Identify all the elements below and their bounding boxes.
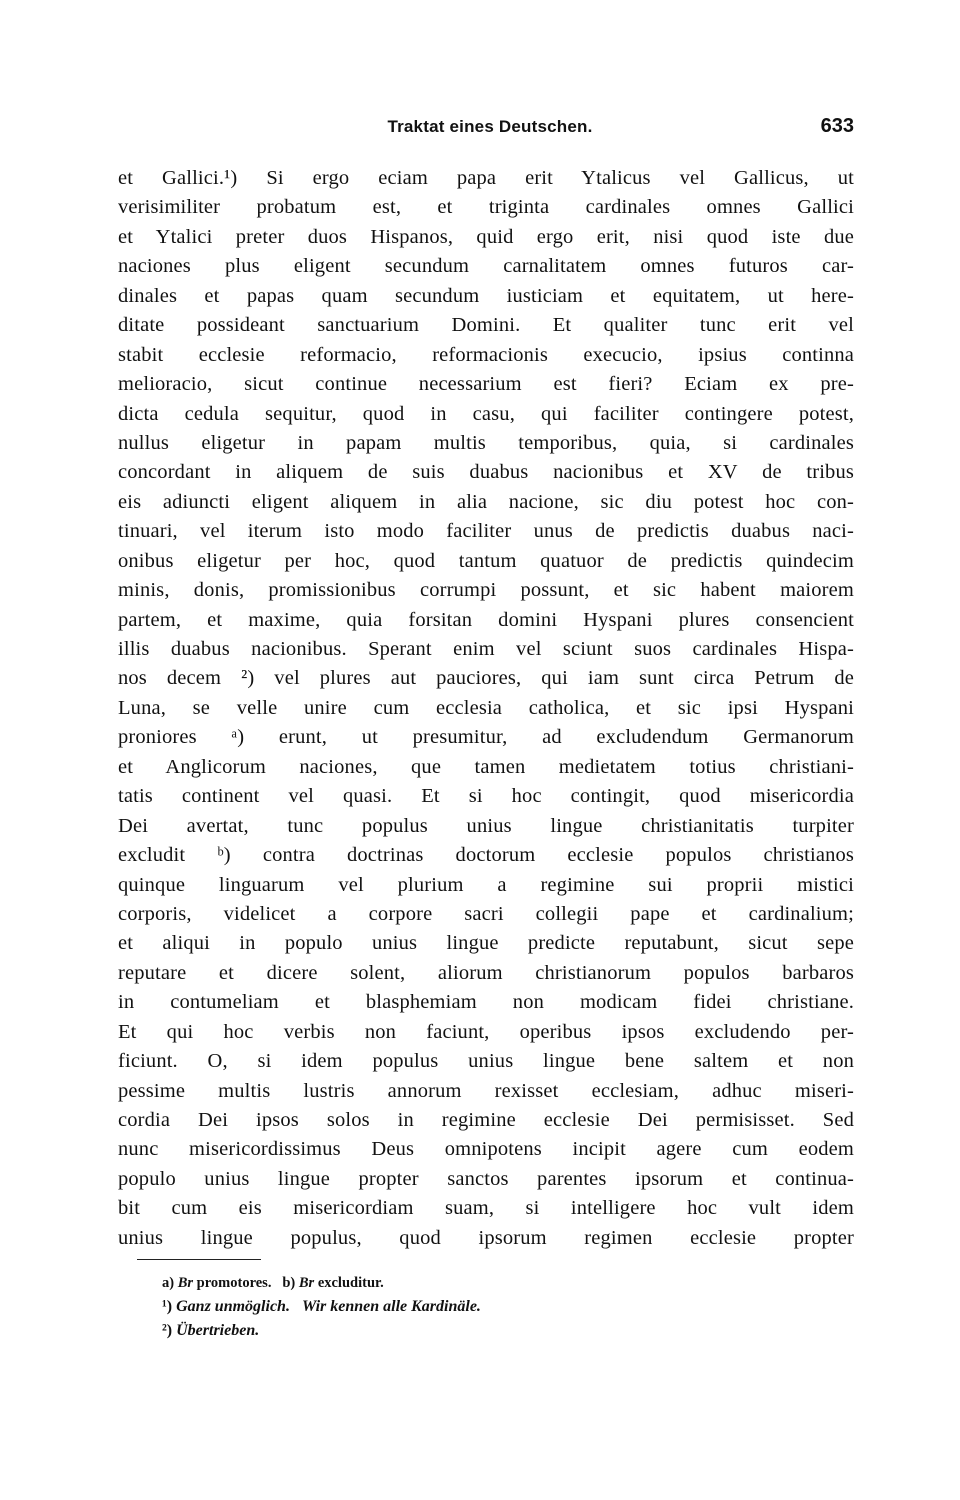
body-line: et aliqui in populo unius lingue predicte reputabunt, sicut sepe [118, 932, 854, 955]
body-line: et Ytalici preter duos Hispanos, quid ergo erit, nisi quod iste due [118, 225, 854, 248]
body-line: partem, et maxime, quia forsitan domini Hyspani plures consencient [118, 608, 854, 631]
variant-reading: promotores. [196, 1275, 272, 1291]
body-line: tinuari, vel iterum isto modo faciliter unus de predictis duabus naci- [118, 520, 854, 543]
body-line: quinque linguarum vel plurium a regimine sui proprii mistici [118, 873, 854, 896]
body-line: reputare et dicere solent, aliorum christianorum populos barbaros [118, 961, 854, 984]
body-line: nullus eligetur in papam multis temporibus, quia, si cardinales [118, 431, 854, 454]
body-line: Luna, se velle unire cum ecclesia catholica, et sic ipsi Hyspani [118, 696, 854, 719]
footnote-mark-b: b) [282, 1275, 296, 1291]
body-text [118, 164, 854, 1253]
body-line: melioracio, sicut continue necessarium est fieri? Eciam ex pre- [118, 373, 854, 396]
body-line: verisimiliter probatum est, et triginta cardinales omnes Gallici [118, 196, 854, 219]
body-line: naciones plus eligent secundum carnalitatem omnes futuros car- [118, 255, 854, 278]
footnote-text: Wir kennen alle Kardinäle. [301, 1298, 481, 1315]
footnote-text: Übertrieben. [176, 1322, 260, 1339]
body-line: eis adiuncti eligent aliquem in alia nacione, sic diu potest hoc con- [118, 490, 854, 513]
body-line: stabit ecclesie reformacio, reformacionis execucio, ipsius continna [118, 343, 854, 366]
manuscript-siglum: Br [298, 1275, 315, 1291]
footnote-text: Ganz unmöglich. [176, 1298, 290, 1315]
variant-reading: excluditur. [317, 1275, 384, 1291]
body-line: minis, donis, promissionibus corrumpi possunt, et sic habent maiorem [118, 579, 854, 602]
critical-apparatus-line [162, 1271, 802, 1295]
body-line: et Anglicorum naciones, que tamen medietatem totius christiani- [118, 755, 854, 778]
body-line: dicta cedula sequitur, quod in casu, qui faciliter contingere potest, [118, 402, 854, 425]
body-line: ditate possideant sanctuarium Domini. Et qualiter tunc erit vel [118, 314, 854, 337]
footnote-rule [137, 1259, 261, 1260]
footnote-mark-2: ²) [162, 1322, 173, 1339]
body-line: ficiunt. O, si idem populus unius lingue bene saltem et non [118, 1050, 854, 1073]
body-line: corporis, videlicet a corpore sacri collegii pape et cardinalium; [118, 902, 854, 925]
footnote-mark-a: a) [162, 1275, 175, 1291]
body-line: nos decem ²) vel plures aut pauciores, qui iam sunt circa Petrum de [118, 667, 854, 690]
body-line: concordant in aliquem de suis duabus nacionibus et XV de tribus [118, 461, 854, 484]
body-line: proniores ᵃ) erunt, ut presumitur, ad excludendum Germanorum [118, 726, 854, 749]
body-line: tatis continent vel quasi. Et si hoc contingit, quod misericordia [118, 785, 854, 808]
body-line: dinales et papas quam secundum iusticiam et equitatem, ut here- [118, 284, 854, 307]
body-line: nunc misericordissimus Deus omnipotens incipit agere cum eodem [118, 1138, 854, 1161]
body-line: unius lingue populus, quod ipsorum regimen ecclesie propter [118, 1226, 854, 1249]
page-number: 633 [820, 115, 854, 137]
footnote-1 [162, 1295, 802, 1319]
body-line: cordia Dei ipsos solos in regimine ecclesie Dei permisisset. Sed [118, 1109, 854, 1131]
body-line: pessime multis lustris annorum rexisset ecclesiam, adhuc miseri- [118, 1079, 854, 1102]
footnote-mark-1: ¹) [162, 1298, 173, 1315]
footnotes [162, 1271, 802, 1343]
body-line: bit cum eis misericordiam suam, si intelligere hoc vult idem [118, 1197, 854, 1220]
running-title: Traktat eines Deutschen. [387, 117, 593, 136]
body-line: excludit ᵇ) contra doctrinas doctorum ecclesie populos christianos [118, 844, 854, 867]
body-line: Et qui hoc verbis non faciunt, operibus ipsos excludendo per- [118, 1020, 854, 1043]
footnote-2 [162, 1319, 802, 1343]
manuscript-siglum: Br [177, 1275, 194, 1291]
body-line: in contumeliam et blasphemiam non modicam fidei christiane. [118, 991, 854, 1014]
body-line: et Gallici.¹) Si ergo eciam papa erit Ytalicus vel Gallicus, ut [118, 167, 854, 189]
running-head [118, 117, 854, 145]
body-line: onibus eligetur per hoc, quod tantum quatuor de predictis quindecim [118, 549, 854, 572]
body-line: Dei avertat, tunc populus unius lingue christianitatis turpiter [118, 814, 854, 837]
body-line: populo unius lingue propter sanctos parentes ipsorum et continua- [118, 1167, 854, 1190]
body-line: illis duabus nacionibus. Sperant enim vel sciunt suos cardinales Hispa- [118, 638, 854, 660]
